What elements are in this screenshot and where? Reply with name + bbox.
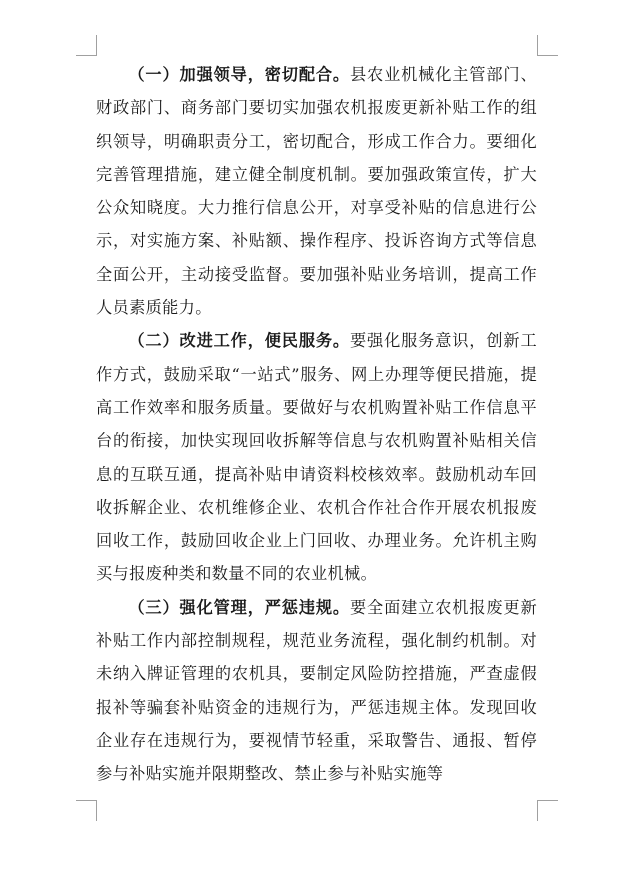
paragraph-3[interactable]	[96, 591, 537, 791]
paragraph-3-heading: （三）强化管理，严惩违规。	[128, 597, 350, 617]
paragraph-2-heading: （二）改进工作，便民服务。	[128, 331, 350, 351]
paragraph-2-text: 要强化服务意识，创新工作方式，鼓励采取“一站式”服务、网上办理等便民措施，提高工作效率和服务质量。要做好与农机购置补贴工作信息平台的衔接，加快实现回收拆解等信息与农机购置补贴相关信息的互联互通，提高补贴申请资料校核效率。鼓励机动车回收拆解企业、农机维修企业、农机合作社合作开展农机报废回收工作，鼓励回收企业上门回收、办理业务。允许机主购买与报废种类和数量不同的农业机械。	[96, 331, 537, 584]
paragraph-1[interactable]	[96, 58, 537, 324]
page-corner-mark-top-right	[537, 35, 558, 56]
page-corner-mark-top-left	[76, 35, 97, 56]
paragraph-1-text: 县农业机械化主管部门、财政部门、商务部门要切实加强农机报废更新补贴工作的组织领导，明确职责分工，密切配合，形成工作合力。要细化完善管理措施，建立健全制度机制。要加强政策宣传，扩大公众知晓度。大力推行信息公开，对享受补贴的信息进行公示，对实施方案、补贴额、操作程序、投诉咨询方式等信息全面公开，主动接受监督。要加强补贴业务培训，提高工作人员素质能力。	[96, 65, 537, 318]
document-body[interactable]	[96, 58, 537, 791]
page-corner-mark-bottom-left	[76, 800, 97, 821]
page-corner-mark-bottom-right	[537, 800, 558, 821]
paragraph-3-text: 要全面建立农机报废更新补贴工作内部控制规程，规范业务流程，强化制约机制。对未纳入牌证管理的农机具，要制定风险防控措施，严查虚假报补等骗套补贴资金的违规行为，严惩违规主体。发现回收企业存在违规行为，要视情节轻重，采取警告、通报、暂停参与补贴实施并限期整改、禁止参与补贴实施等	[96, 597, 537, 784]
paragraph-1-heading: （一）加强领导，密切配合。	[128, 65, 350, 84]
paragraph-2[interactable]	[96, 324, 537, 590]
